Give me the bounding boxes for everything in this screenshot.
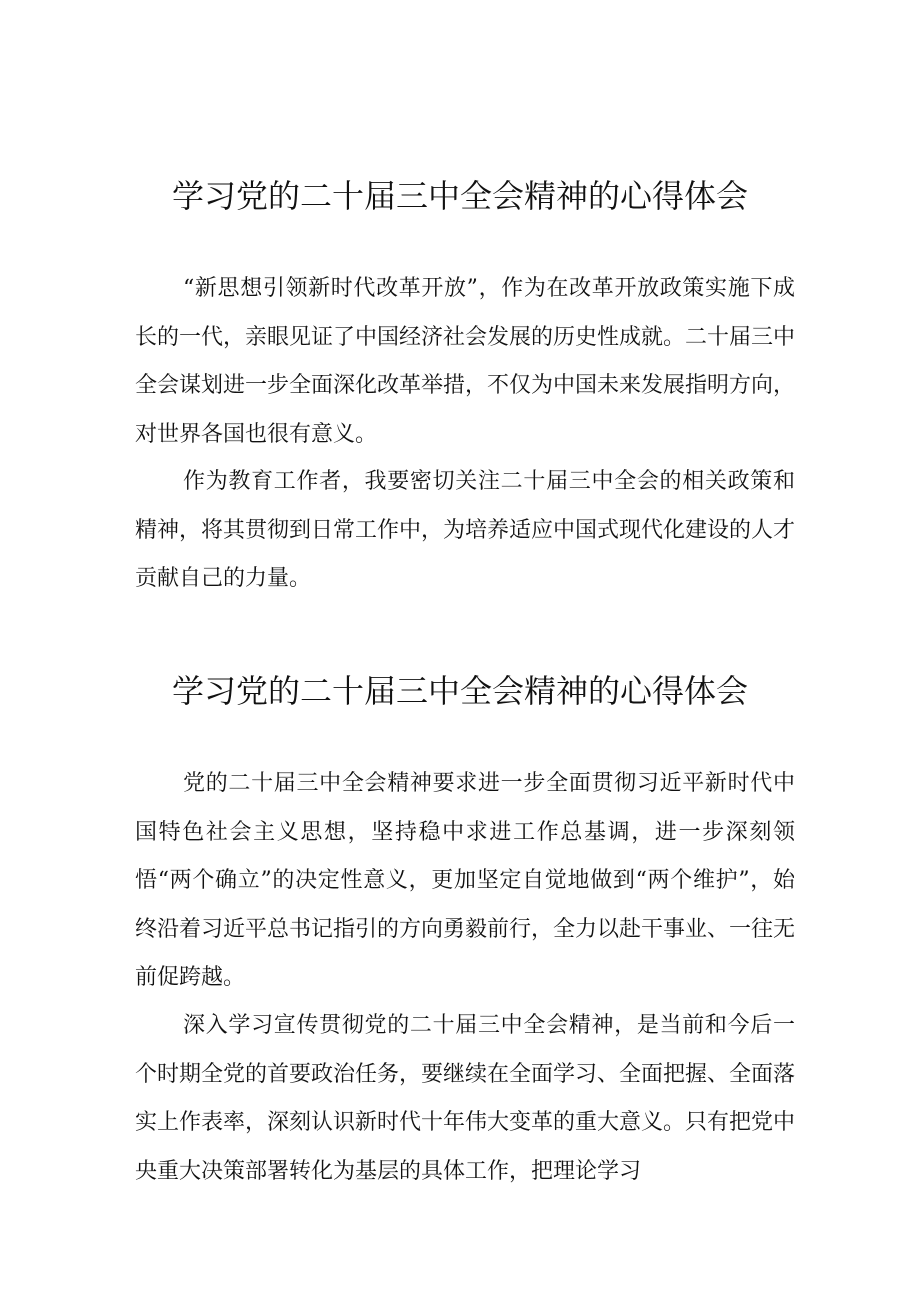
body-paragraph: 党的二十届三中全会精神要求进一步全面贯彻习近平新时代中国特色社会主义思想，坚持稳中求进工作总基调，进一步深刻领悟“两个确立”的决定性意义，更加坚定自觉地做到“两个维护”，始终沿着习近平总书记指引的方向勇毅前行，全力以赴干事业、一往无前促跨越。 (135, 771, 796, 990)
body-paragraph: “新思想引领新时代改革开放”，作为在改革开放政策实施下成长的一代，亲眼见证了中国经济社会发展的历史性成就。二十届三中全会谋划进一步全面深化改革举措，不仅为中国未来发展指明方向，对世界各国也很有意义。 (135, 276, 796, 447)
section-title: 学习党的二十届三中全会精神的心得体会 (171, 177, 748, 215)
section-title: 学习党的二十届三中全会精神的心得体会 (171, 672, 748, 710)
body-paragraph: 深入学习宣传贯彻党的二十届三中全会精神，是当前和今后一个时期全党的首要政治任务，要继续在全面学习、全面把握、全面落实上作表率，深刻认识新时代十年伟大变革的重大意义。只有把党中央重大决策部署转化为基层的具体工作，把理论学习 (135, 1013, 796, 1184)
body-paragraph: 作为教育工作者，我要密切关注二十届三中全会的相关政策和精神，将其贯彻到日常工作中，为培养适应中国式现代化建设的人才贡献自己的力量。 (135, 469, 796, 591)
